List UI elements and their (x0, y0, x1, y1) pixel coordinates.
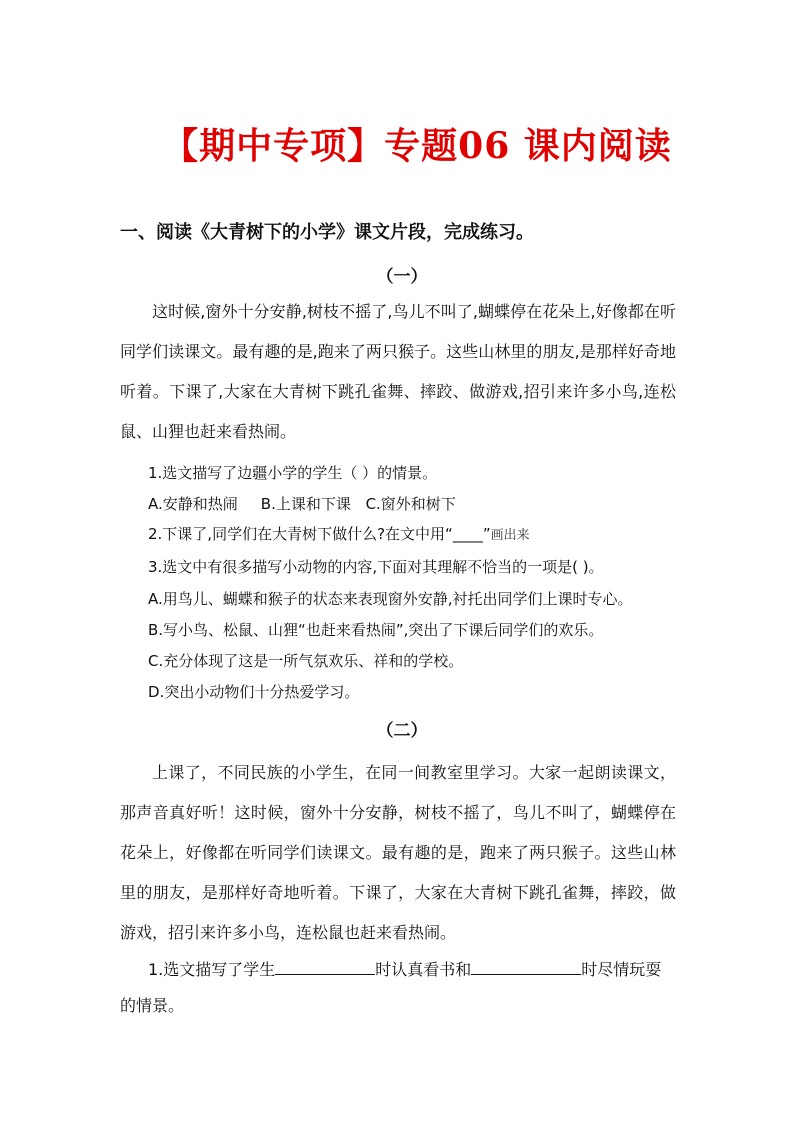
question-1-text-b: 时认真看书和 (375, 960, 472, 979)
question-1-text-c: 时尽情玩耍 (581, 960, 662, 979)
part1-question-3: 3.选文中有很多描写小动物的内容,下面对其理解不恰当的一项是( )。 (148, 558, 604, 576)
part1-question-3-option-b: B.写小鸟、松鼠、山狸“也赶来看热闹”,突出了下课后同学们的欢乐。 (148, 621, 604, 639)
part1-question-3-option-c: C.充分体现了这是一所气氛欢乐、祥和的学校。 (148, 652, 464, 670)
part2-question-1 (148, 958, 661, 980)
question-2-text: 2.下课了,同学们在大青树下做什么?在文中用“____” (148, 525, 491, 543)
answer-blank-2[interactable] (471, 958, 581, 975)
part2-passage: 上课了，不同民族的小学生，在同一间教室里学习。大家一起朗读课文，那声音真好听！这时候，窗外十分安静，树枝不摇了，鸟儿不叫了，蝴蝶停在花朵上，好像都在听同学们读课文。最有趣的是，跑来了两只猴子。这些山林里的朋友，是那样好奇地听着。下课了，大家在大青树下跳孔雀舞，摔跤，做游戏，招引来许多小鸟，连松鼠也赶来看热闹。 (120, 763, 676, 942)
page-title: 【期中专项】专题06 课内阅读 (162, 125, 672, 167)
part1-question-2 (148, 524, 530, 546)
part1-question-1-options (148, 494, 456, 514)
part1-question-3-option-d: D.突出小动物们十分热爱学习。 (148, 683, 360, 701)
part2-question-1-continuation: 的情景。 (120, 996, 185, 1015)
answer-blank-1[interactable] (275, 958, 375, 975)
part1-question-1: 1.选文描写了边疆小学的学生（ ）的情景。 (148, 464, 438, 482)
part1-question-3-option-a: A.用鸟儿、蝴蝶和猴子的状态来表现窗外安静,衬托出同学们上课时专心。 (148, 590, 633, 608)
option-a: A.安静和热闹 (148, 495, 238, 513)
part1-label: （一） (376, 267, 428, 287)
option-b: B.上课和下课 (260, 495, 351, 513)
option-c: C.窗外和树下 (365, 495, 456, 513)
question-2-instruction: 画出来 (490, 528, 530, 543)
section-heading: 一、阅读《大青树下的小学》课文片段，完成练习。 (120, 222, 534, 243)
part2-label: （二） (376, 721, 428, 741)
part1-passage: 这时候,窗外十分安静,树枝不摇了,鸟儿不叫了,蝴蝶停在花朵上,好像都在听同学们读课文。最有趣的是,跑来了两只猴子。这些山林里的朋友,是那样好奇地听着。下课了,大家在大青树下跳孔雀舞、摔跤、做游戏,招引来许多小鸟,连松鼠、山狸也赶来看热闹。 (120, 302, 676, 441)
question-1-text-a: 1.选文描写了学生 (148, 960, 276, 979)
